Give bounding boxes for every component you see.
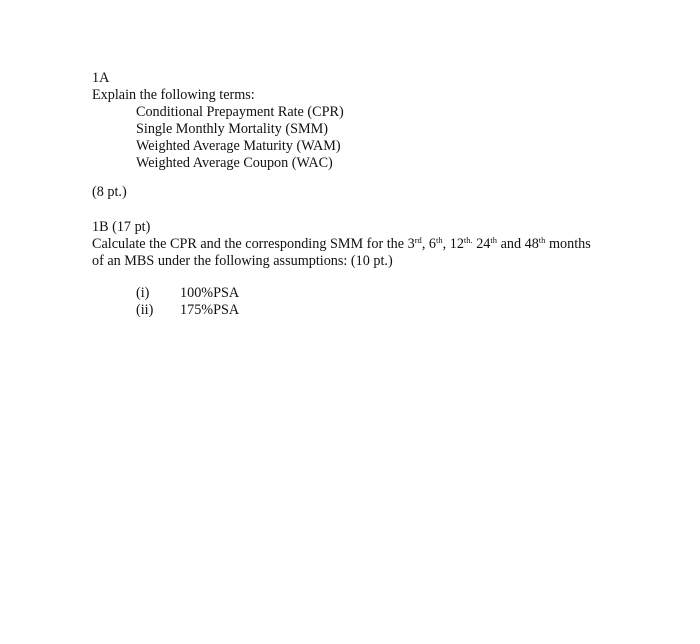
question-text: months	[545, 236, 591, 252]
term-cpr: Conditional Prepayment Rate (CPR)	[136, 104, 344, 120]
section-1b-heading: 1B (17 pt)	[92, 219, 151, 235]
section-1b-question-line2: of an MBS under the following assumptions: (10 pt.)	[92, 253, 393, 269]
section-1a-points: (8 pt.)	[92, 184, 127, 200]
list-item-text: 100%PSA	[180, 285, 240, 301]
superscript-th: th	[436, 235, 443, 245]
section-1b-question-line1	[92, 236, 591, 253]
list-item-number: (ii)	[136, 302, 154, 318]
question-text: , 12	[442, 236, 464, 252]
superscript-th: th	[538, 235, 546, 245]
superscript-th: th.	[463, 235, 473, 245]
section-1a-heading: 1A	[92, 70, 110, 86]
list-item-text: 175%PSA	[180, 302, 240, 318]
term-smm: Single Monthly Mortality (SMM)	[136, 121, 328, 137]
question-text: Calculate the CPR and the corresponding SMM for the 3	[92, 236, 415, 252]
list-item-number: (i)	[136, 285, 150, 301]
section-1a-prompt: Explain the following terms:	[92, 87, 255, 103]
superscript-th: th	[490, 235, 498, 245]
term-wam: Weighted Average Maturity (WAM)	[136, 138, 341, 154]
question-text: , 6	[421, 236, 436, 252]
question-text: and 48	[497, 236, 539, 252]
term-wac: Weighted Average Coupon (WAC)	[136, 155, 333, 171]
question-text: 24	[472, 236, 491, 252]
superscript-rd: rd	[414, 235, 422, 245]
